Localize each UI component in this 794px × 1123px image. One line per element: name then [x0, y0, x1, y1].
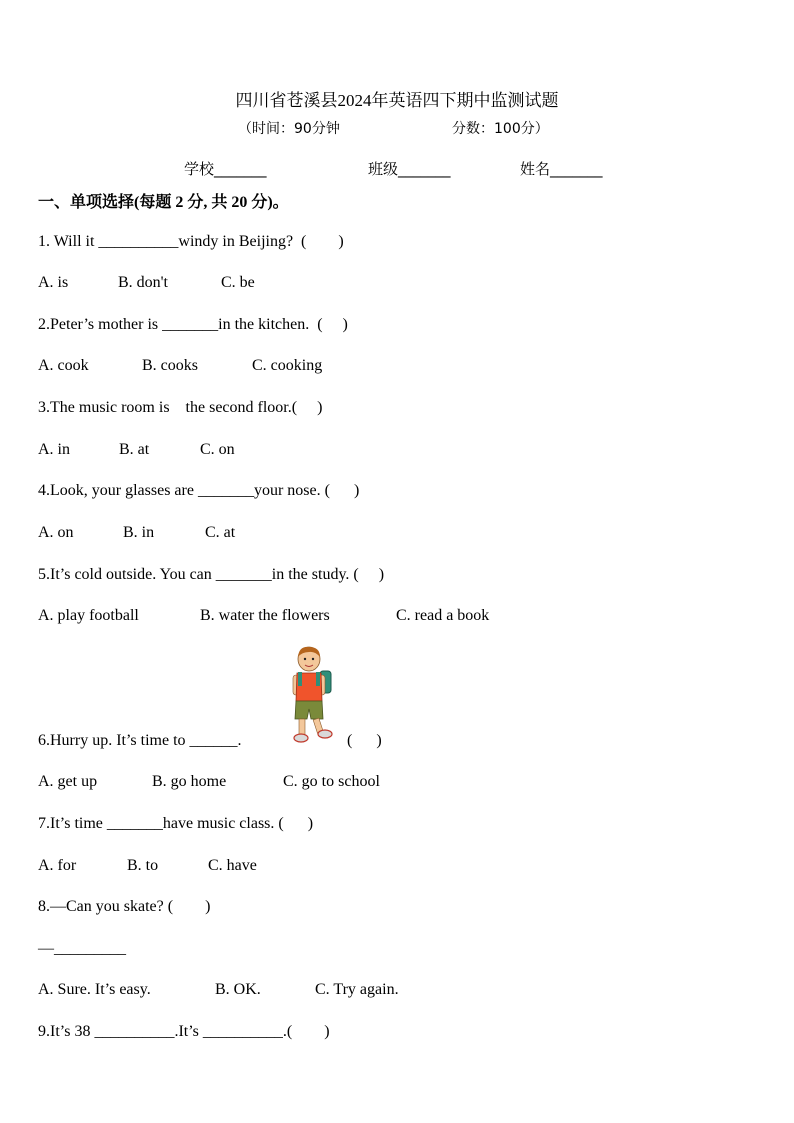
question-6: 6.Hurry up. It’s time to ______.: [38, 732, 242, 749]
q5-option-c: C. read a book: [396, 607, 490, 624]
exam-time: （时间：90分钟: [238, 121, 340, 137]
q5-option-a: A. play football: [38, 607, 139, 624]
q6-option-b: B. go home: [152, 773, 227, 790]
question-5: 5.It’s cold outside. You can _______in the study. ( ): [38, 566, 385, 583]
q3-option-b: B. at: [119, 441, 150, 458]
q3-option-a: A. in: [38, 441, 70, 458]
q2-option-a: A. cook: [38, 357, 89, 374]
q6-option-a: A. get up: [38, 773, 98, 790]
boy-with-backpack-illustration: [287, 645, 339, 747]
section-heading: 一、单项选择(每题 2 分, 共 20 分)。: [38, 194, 289, 211]
q6-answer-paren: ( ): [347, 732, 382, 749]
q7-option-b: B. to: [127, 857, 159, 874]
q7-option-c: C. have: [208, 857, 257, 874]
q7-option-a: A. for: [38, 857, 77, 874]
q8-answer-line: —_________: [38, 940, 126, 957]
q3-option-c: C. on: [200, 441, 235, 458]
question-7: 7.It’s time _______have music class. ( ): [38, 815, 314, 832]
exam-score: 分数：100分）: [452, 121, 549, 137]
q8-option-b: B. OK.: [215, 981, 261, 998]
question-4: 4.Look, your glasses are _______your nose. ( ): [38, 482, 360, 499]
q8-option-c: C. Try again.: [315, 981, 399, 998]
question-3: 3.The music room is the second floor.( ): [38, 399, 323, 416]
q2-option-b: B. cooks: [142, 357, 198, 374]
name-field: 姓名_______: [520, 160, 603, 178]
question-2: 2.Peter’s mother is _______in the kitchen. ( ): [38, 316, 348, 333]
q4-option-b: B. in: [123, 524, 155, 541]
q4-option-a: A. on: [38, 524, 74, 541]
q6-option-c: C. go to school: [283, 773, 380, 790]
q1-option-b: B. don't: [118, 274, 168, 291]
q4-option-c: C. at: [205, 524, 236, 541]
q1-option-a: A. is: [38, 274, 69, 291]
question-1: 1. Will it __________windy in Beijing? ( ): [38, 233, 344, 250]
question-8: 8.—Can you skate? ( ): [38, 898, 211, 915]
question-9: 9.It’s 38 __________.It’s __________.( ): [38, 1023, 330, 1040]
q8-option-a: A. Sure. It’s easy.: [38, 981, 151, 998]
page-title: 四川省苍溪县2024年英语四下期中监测试题: [235, 91, 559, 110]
school-field: 学校_______: [184, 160, 267, 178]
class-field: 班级_______: [368, 160, 451, 178]
q2-option-c: C. cooking: [252, 357, 323, 374]
q1-option-c: C. be: [221, 274, 255, 291]
q5-option-b: B. water the flowers: [200, 607, 330, 624]
